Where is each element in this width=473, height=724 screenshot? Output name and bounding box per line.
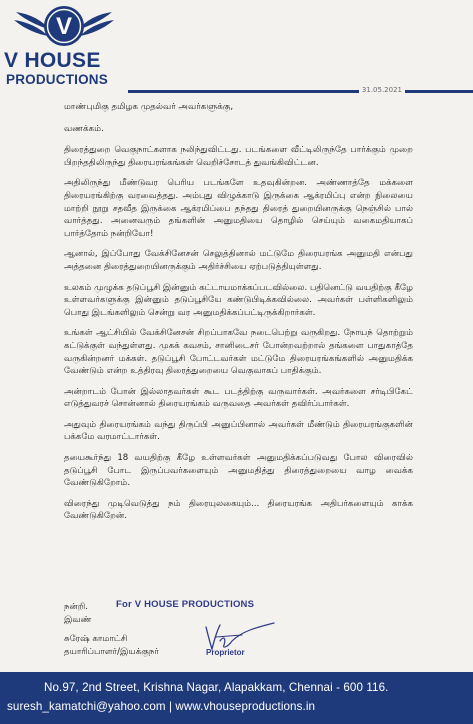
paragraph: அதிலிருந்து மீண்டுவர பெரிய படங்களே உதவுகின்றன. அண்ணாத்தே மக்களை திரையரங்கிற்கு வரவைத்தது. அம்புது விழுக்காடு இருக்கை ஆக்ரமிப்பு என்ற நிலையை மாற்றி நூறு சதவீத இருக்கை ஆக்ரமிப்பை தந்தது திரைத் துறையினருக்கு நெஞ்சில் பால் வார்த்தது. அனைவரும் தங்களின் அனுமதியை தொழில் செய்யும் வகைமதியாகப் பார்த்தோம் நன்றியோ! bbox=[64, 178, 413, 239]
letterhead bbox=[0, 0, 473, 96]
letter-body bbox=[64, 101, 413, 531]
paragraph: விரைந்து முடிவெடுத்து நம் திரையுலகையும்... திரையரங்க அதிபர்களையும் காக்க வேண்டுகிறேன். bbox=[64, 498, 413, 522]
paragraph: அதுவும் திரையரங்கம் வந்து திருப்பி அனுப்பினால் அவர்கள் மீண்டும் திரையரங்குகளின் பக்கமே வரமாட்டார்கள். bbox=[64, 419, 413, 443]
company-name: V HOUSE bbox=[4, 49, 101, 72]
greeting: வணக்கம். bbox=[64, 123, 104, 134]
letterhead-footer bbox=[0, 672, 473, 724]
footer-contact: suresh_kamatchi@yahoo.com | www.vhouseproductions.in bbox=[7, 700, 316, 713]
yours-text: இவண் bbox=[64, 615, 92, 625]
paragraph: ஆனால், இப்போது வேக்சினேசன் செலுத்தினால் மட்டுமே திரையரங்க அனுமதி என்பது அத்தனை திரைத்துறையினருக்கும் அதிர்ச்சியை ஏற்படுத்தியுள்ளது. bbox=[64, 249, 413, 272]
logo-letter: V bbox=[55, 13, 73, 40]
company-subtitle: PRODUCTIONS bbox=[6, 72, 108, 87]
footer-address: No.97, 2nd Street, Krishna Nagar, Alapakkam, Chennai - 600 116. bbox=[44, 681, 389, 694]
signature-block bbox=[64, 599, 304, 669]
letter-date: 31.05.2021 bbox=[359, 86, 405, 94]
stamp-role: Proprietor bbox=[206, 648, 245, 657]
thanks-text: நன்றி. bbox=[64, 602, 88, 612]
paragraph: உலகம் முழுக்க தடுப்பூசி இன்னும் கட்டாயமாக்கப்படவில்லை. பதினெட்டு வயதிற்கு கீழே உள்ளவர்களுக்கு இன்னும் தடுப்பூசியே கண்டுபிடிக்கவில்லை. அவர்கள் பள்ளிகளிலும் பொது இடங்களிலும் சென்று வர அனுமதிக்கப்பட்டிருக்கிறார்கள். bbox=[64, 282, 413, 318]
company-logo bbox=[4, 4, 122, 92]
paragraph: திரைத்துறை வெகுநாட்களாக நலிந்துவிட்டது. படங்களை வீட்டிலிருந்தே பார்க்கும் முறை பிறந்ததிலிருந்து திரையரங்கங்கள் வெறிச்சோடத் துவங்கிவிட்டன. bbox=[64, 145, 413, 168]
salutation: மாண்புமிகு தமிழக முதல்வர் அவர்களுக்கு, bbox=[64, 102, 234, 112]
header-divider bbox=[128, 90, 473, 93]
winged-v-emblem-icon bbox=[12, 4, 116, 50]
signatory-title: தயாரிப்பாளர்/இயக்குநர் bbox=[64, 647, 159, 657]
paragraph: அன்றாடம் போன் இல்லாதவர்கள் கூட படத்திற்கு வருவார்கள். அவர்களை சர்டிபிகேட் எடுத்துவரச் சொன்னால் திரையரங்கம் வருவதை அவர்கள் தவிர்ப்பார்கள். bbox=[64, 386, 413, 410]
stamp-company: For V HOUSE PRODUCTIONS bbox=[116, 599, 255, 610]
paragraph: தயைகூர்ந்து 18 வயதிற்கு கீழே உள்ளவர்கள் அனுமதிக்கப்படுவது போல விரைவில் தடுப்பூசி போட இருப்பவர்களையும் அனுமதித்து திரைத்துறையை வாழ வைக்க வேண்டுகிறோம். bbox=[64, 453, 413, 489]
signatory-name: சுரேஷ் காமாட்சி bbox=[64, 634, 128, 644]
paragraph: உங்கள் ஆட்சியில் வேக்சினேசன் சிறப்பாகவே நடைபெற்று வருகிறது. நோயந் தொற்றும் கட்டுக்குள் வந்துள்ளது. முகக் கவசம், சானிடைசர் போன்றவற்றால் தங்களை பாதுகாத்தே வருகின்றனர் மக்கள். தடுப்பூசி போட்டவர்கள் மட்டுமே திரையரங்கங்களில் அனுமதிக்க வேண்டும் என்ற உத்திரவு திரைத்துறையை வெகுவாகப் பாதிக்கும். bbox=[64, 328, 413, 377]
